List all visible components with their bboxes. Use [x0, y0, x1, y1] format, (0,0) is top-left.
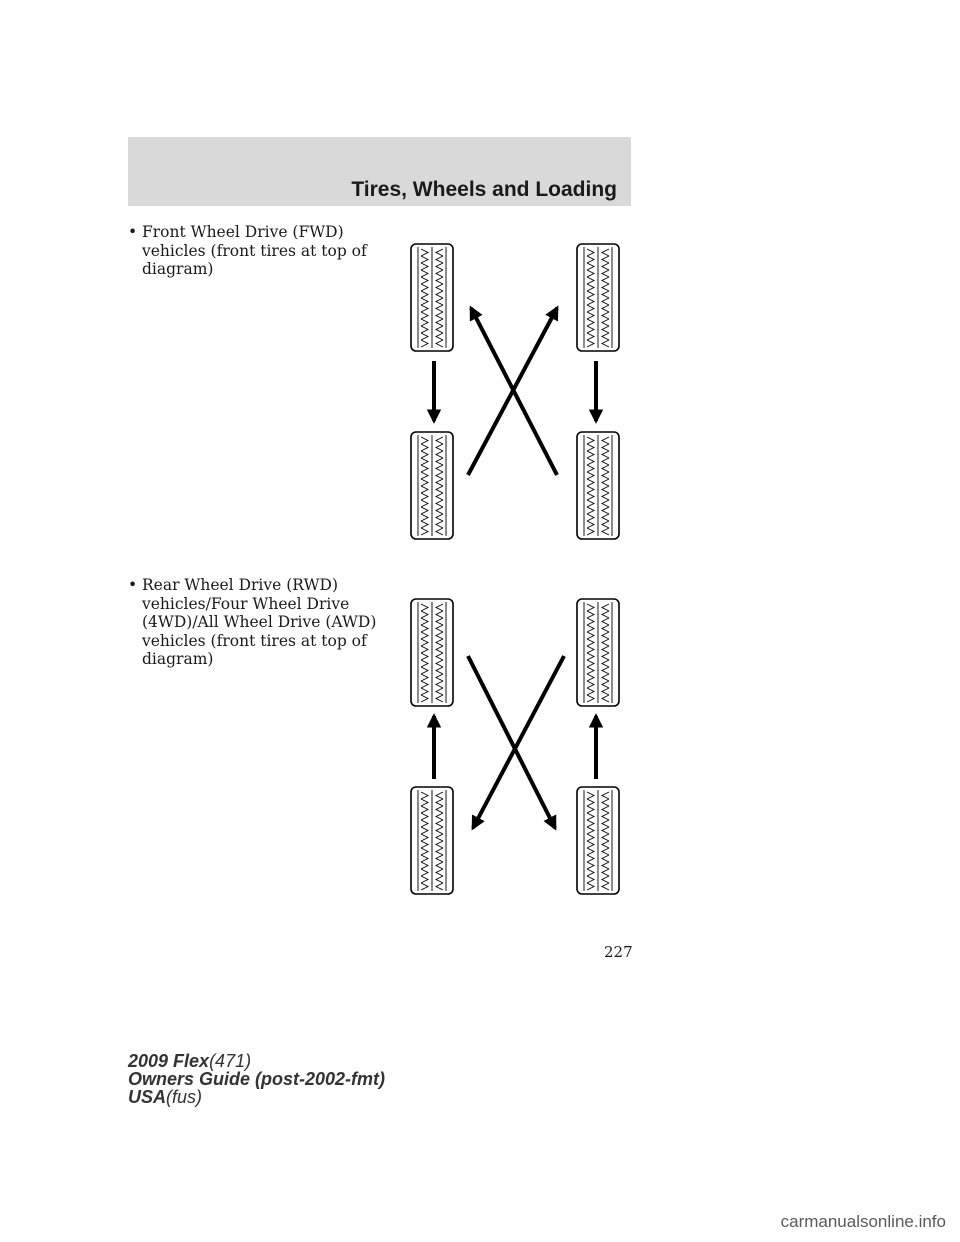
- front-left-tire-icon: [411, 244, 453, 351]
- bullet-fwd: [128, 223, 378, 279]
- bullet-line: Rear Wheel Drive (RWD): [142, 576, 338, 594]
- bullet-line: diagram): [142, 260, 214, 278]
- footer-market-code: (fus): [166, 1087, 203, 1107]
- front-right-tire-icon: [577, 599, 619, 706]
- rear-left-tire-icon: [411, 432, 453, 539]
- bullet-line: diagram): [142, 650, 214, 668]
- page-number: 227: [604, 943, 633, 961]
- bullet-line: vehicles/Four Wheel Drive: [142, 594, 350, 613]
- arrow-icon: [473, 656, 564, 828]
- rear-right-tire-icon: [577, 787, 619, 894]
- footer-line-market: [128, 1088, 385, 1106]
- bullet-rwd-awd: [128, 576, 378, 669]
- bullet-line: Front Wheel Drive (FWD): [142, 223, 344, 241]
- footer-model-code: (471): [209, 1051, 252, 1071]
- front-right-tire-icon: [577, 244, 619, 351]
- footer-model: 2009 Flex: [128, 1051, 210, 1071]
- arrow-icon: [468, 656, 555, 828]
- footer-line-guide: [128, 1070, 385, 1088]
- document-footer: [128, 1052, 385, 1106]
- bullet-symbol: •: [128, 576, 138, 594]
- bullet-line: vehicles (front tires at top of: [142, 241, 367, 260]
- bullet-symbol: •: [128, 223, 138, 241]
- rear-left-tire-icon: [411, 787, 453, 894]
- rwd-4wd-awd-tire-rotation-diagram: [400, 593, 630, 895]
- section-header: [128, 137, 631, 206]
- fwd-tire-rotation-diagram: [400, 238, 630, 540]
- footer-market: USA: [128, 1087, 167, 1107]
- bullet-line: vehicles (front tires at top of: [142, 631, 367, 650]
- watermark: carmanualsonline.info: [780, 1212, 946, 1231]
- footer-guide: Owners Guide (post-2002-fmt): [128, 1069, 386, 1089]
- front-left-tire-icon: [411, 599, 453, 706]
- bullet-line: (4WD)/All Wheel Drive (AWD): [142, 613, 377, 631]
- footer-line-model: [128, 1052, 385, 1070]
- rear-right-tire-icon: [577, 432, 619, 539]
- section-title: Tires, Wheels and Loading: [351, 178, 617, 201]
